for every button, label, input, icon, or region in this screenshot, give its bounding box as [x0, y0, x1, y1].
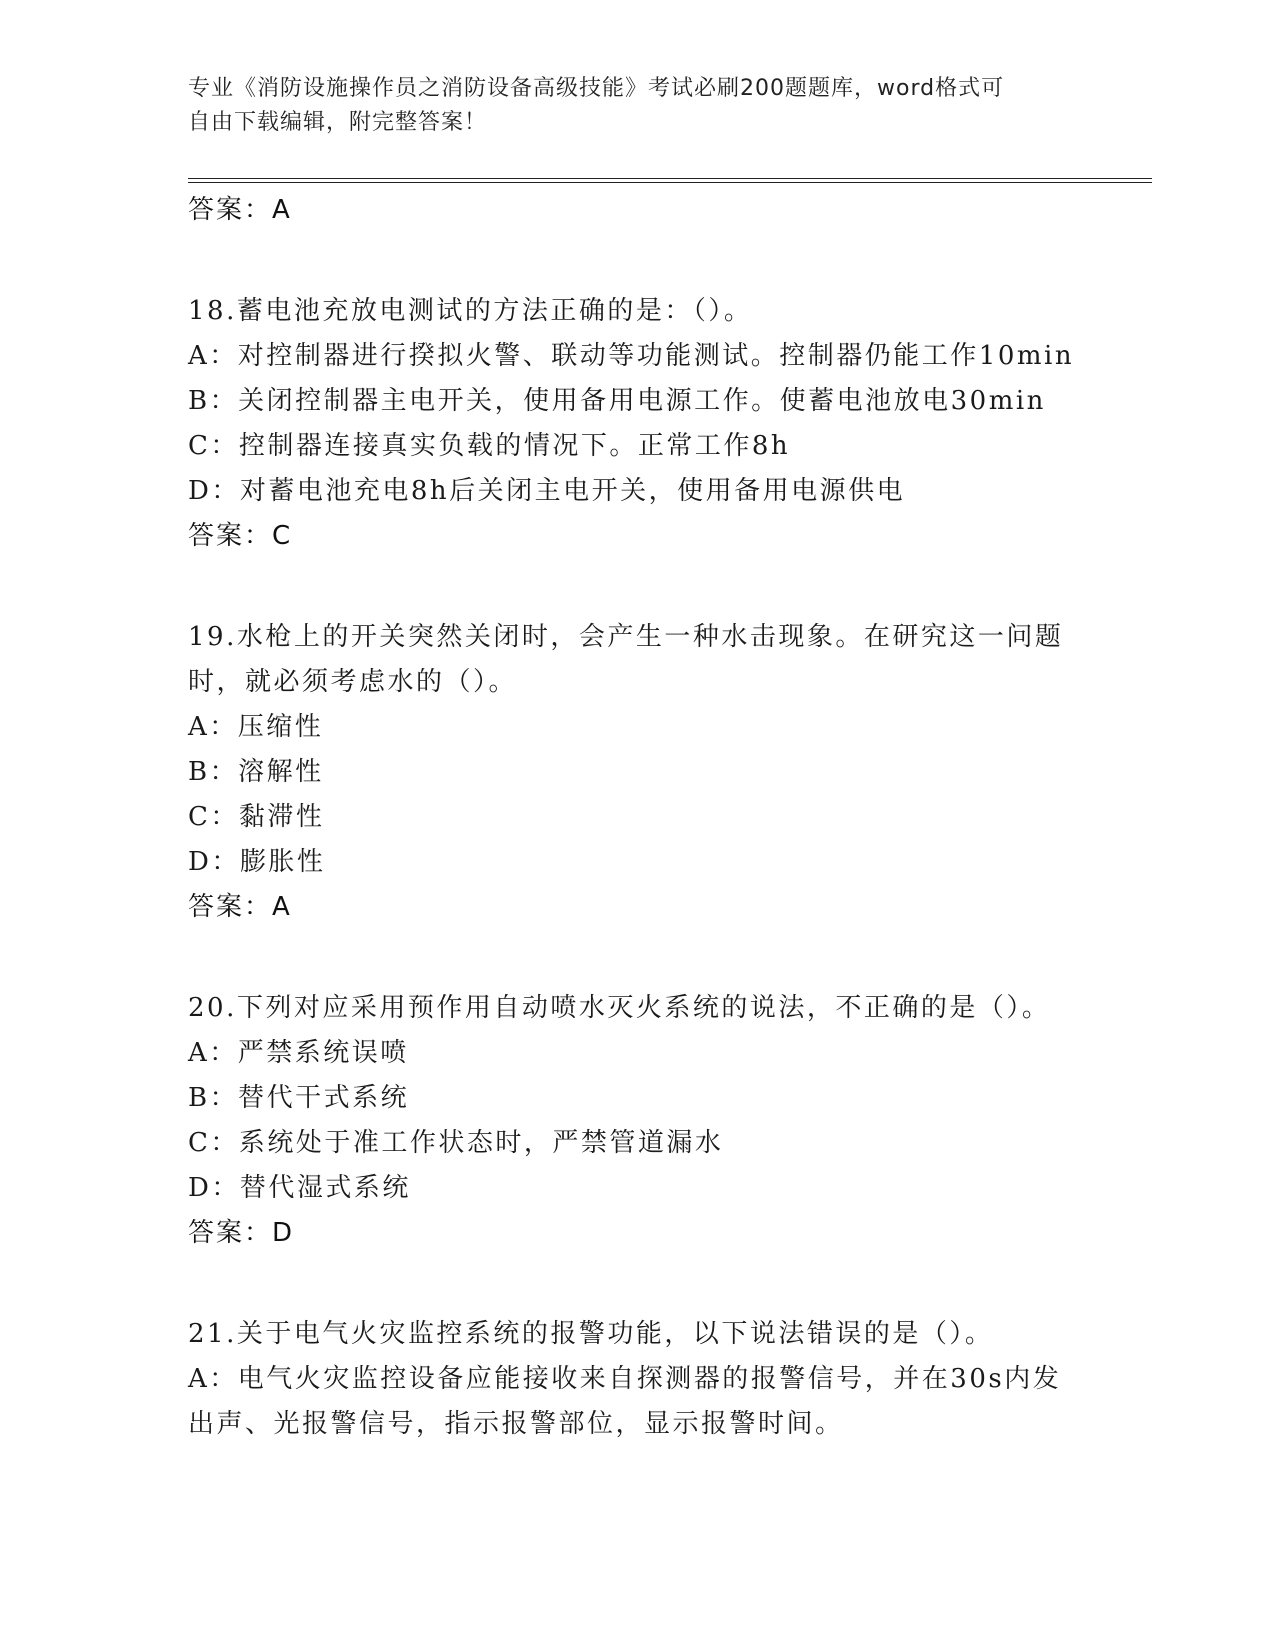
question-gap — [188, 559, 1088, 615]
question-block — [188, 615, 1088, 930]
option-d: D：膨胀性 — [188, 847, 326, 877]
option-a: A：严禁系统误喷 — [188, 1038, 409, 1068]
option-b: B：替代干式系统 — [188, 1083, 410, 1113]
header-line-1: 专业《消防设施操作员之消防设备高级技能》考试必刷200题题库，word格式可 — [188, 76, 1005, 101]
option-d: D：替代湿式系统 — [188, 1173, 411, 1203]
answer-line: 答案：C — [188, 521, 293, 551]
question-gap — [188, 1256, 1088, 1312]
answer-line: 答案：D — [188, 1218, 295, 1248]
option-c: C：黏滞性 — [188, 802, 325, 832]
answer-line: 答案：A — [188, 195, 292, 225]
question-stem: 20.下列对应采用预作用自动喷水灭火系统的说法，不正确的是（）。 — [188, 993, 1051, 1023]
question-block — [188, 289, 1088, 559]
option-d: D：对蓄电池充电8h后关闭主电开关，使用备用电源供电 — [188, 476, 906, 506]
question-gap — [188, 930, 1088, 986]
question-block — [188, 1312, 1088, 1447]
answer-line: 答案：A — [188, 892, 292, 922]
question-list — [188, 188, 1088, 1447]
question-stem-continued: 时，就必须考虑水的（）。 — [188, 667, 518, 697]
option-b: B：关闭控制器主电开关，使用备用电源工作。使蓄电池放电30min — [188, 386, 1046, 416]
document-header — [188, 72, 1088, 140]
question-block — [188, 986, 1088, 1256]
option-a: A：电气火灾监控设备应能接收来自探测器的报警信号，并在30s内发 — [188, 1364, 1062, 1394]
question-stem: 19.水枪上的开关突然关闭时，会产生一种水击现象。在研究这一问题 — [188, 622, 1064, 652]
option-c: C：控制器连接真实负载的情况下。正常工作8h — [188, 431, 791, 461]
question-stem: 18.蓄电池充放电测试的方法正确的是：（）。 — [188, 296, 753, 326]
header-line-2: 自由下载编辑，附完整答案！ — [188, 110, 488, 135]
option-a-continued: 出声、光报警信号，指示报警部位，显示报警时间。 — [188, 1409, 844, 1439]
option-b: B：溶解性 — [188, 757, 324, 787]
option-c: C：系统处于准工作状态时，严禁管道漏水 — [188, 1128, 724, 1158]
option-a: A：压缩性 — [188, 712, 324, 742]
question-stem: 21.关于电气火灾监控系统的报警功能，以下说法错误的是（）。 — [188, 1319, 994, 1349]
header-divider — [188, 178, 1152, 183]
question-gap — [188, 233, 1088, 289]
option-a: A：对控制器进行揆拟火警、联动等功能测试。控制器仍能工作10min — [188, 341, 1075, 371]
